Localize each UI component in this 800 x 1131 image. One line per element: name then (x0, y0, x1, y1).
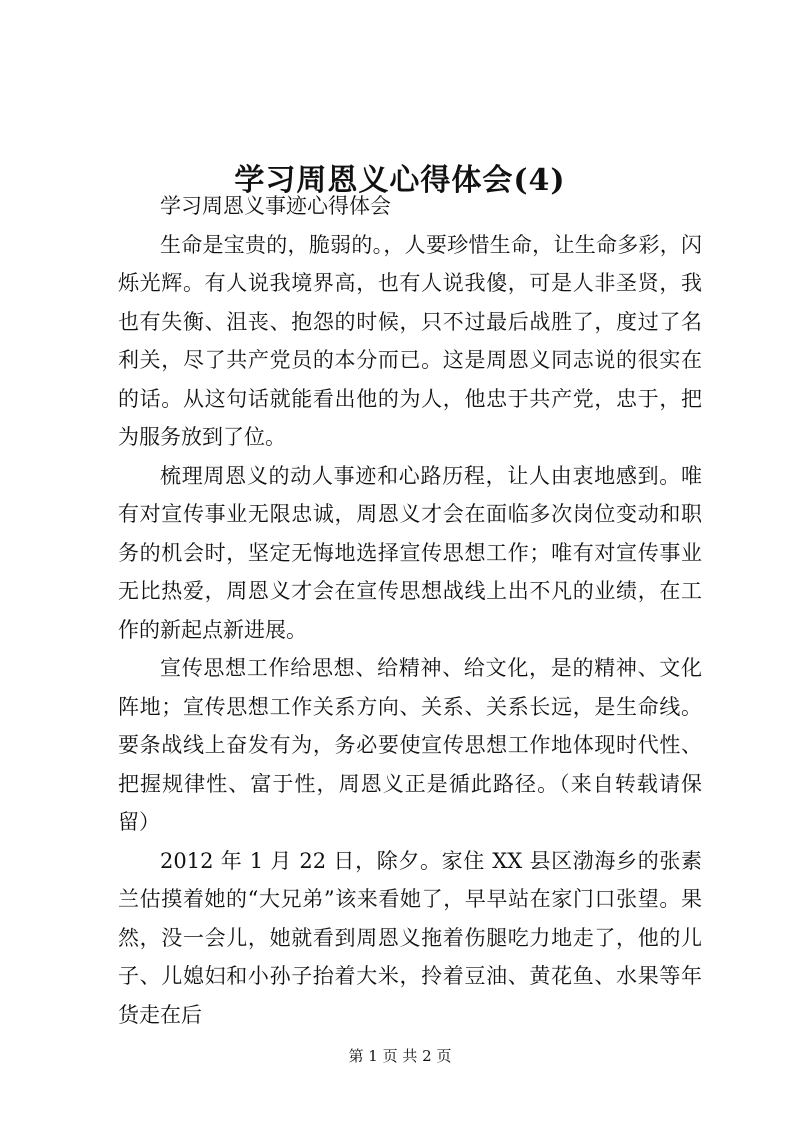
body-paragraph: 2012 年 1 月 22 日，除夕。家住 XX 县区渤海乡的张素兰估摸着她的“大兄弟”该来看她了，早早站在家门口张望。果然，没一会儿，她就看到周恩义拖着伤腿吃力地走了，他的儿子、儿媳妇和小孙子抬着大米，拎着豆油、黄花鱼、水果等年货走在后 (118, 848, 702, 1027)
body-paragraph: 梳理周恩义的动人事迹和心路历程，让人由衷地感到。唯有对宣传事业无限忠诚，周恩义才会在面临多次岗位变动和职务的机会时，坚定无悔地选择宣传思想工作；唯有对宣传事业无比热爱，周恩义才会在宣传思想战线上出不凡的业绩，在工作的新起点新进展。 (118, 463, 702, 642)
body-paragraph: 宣传思想工作给思想、给精神、给文化，是的精神、文化阵地；宣传思想工作关系方向、关系、关系长远，是生命线。要条战线上奋发有为，务必要使宣传思想工作地体现时代性、把握规律性、富于性，周恩义正是循此路径。（来自转载请保留） (118, 656, 702, 834)
subtitle-paragraph: 学习周恩义事迹心得体会 (160, 194, 391, 218)
body-paragraph: 生命是宝贵的，脆弱的。，人要珍惜生命，让生命多彩，闪烁光辉。有人说我境界高，也有人说我傻，可是人非圣贤，我也有失衡、沮丧、抱怨的时候，只不过最后战胜了，度过了名利关，尽了共产党员的本分而已。这是周恩义同志说的很实在的话。从这句话就能看出他的为人，他忠于共产党，忠于，把为服务放到了位。 (118, 232, 702, 449)
page-footer: 第 1 页 共 2 页 (348, 1047, 452, 1065)
document-title: 学习周恩义心得体会(4) (234, 163, 566, 199)
document-body (118, 187, 702, 1034)
